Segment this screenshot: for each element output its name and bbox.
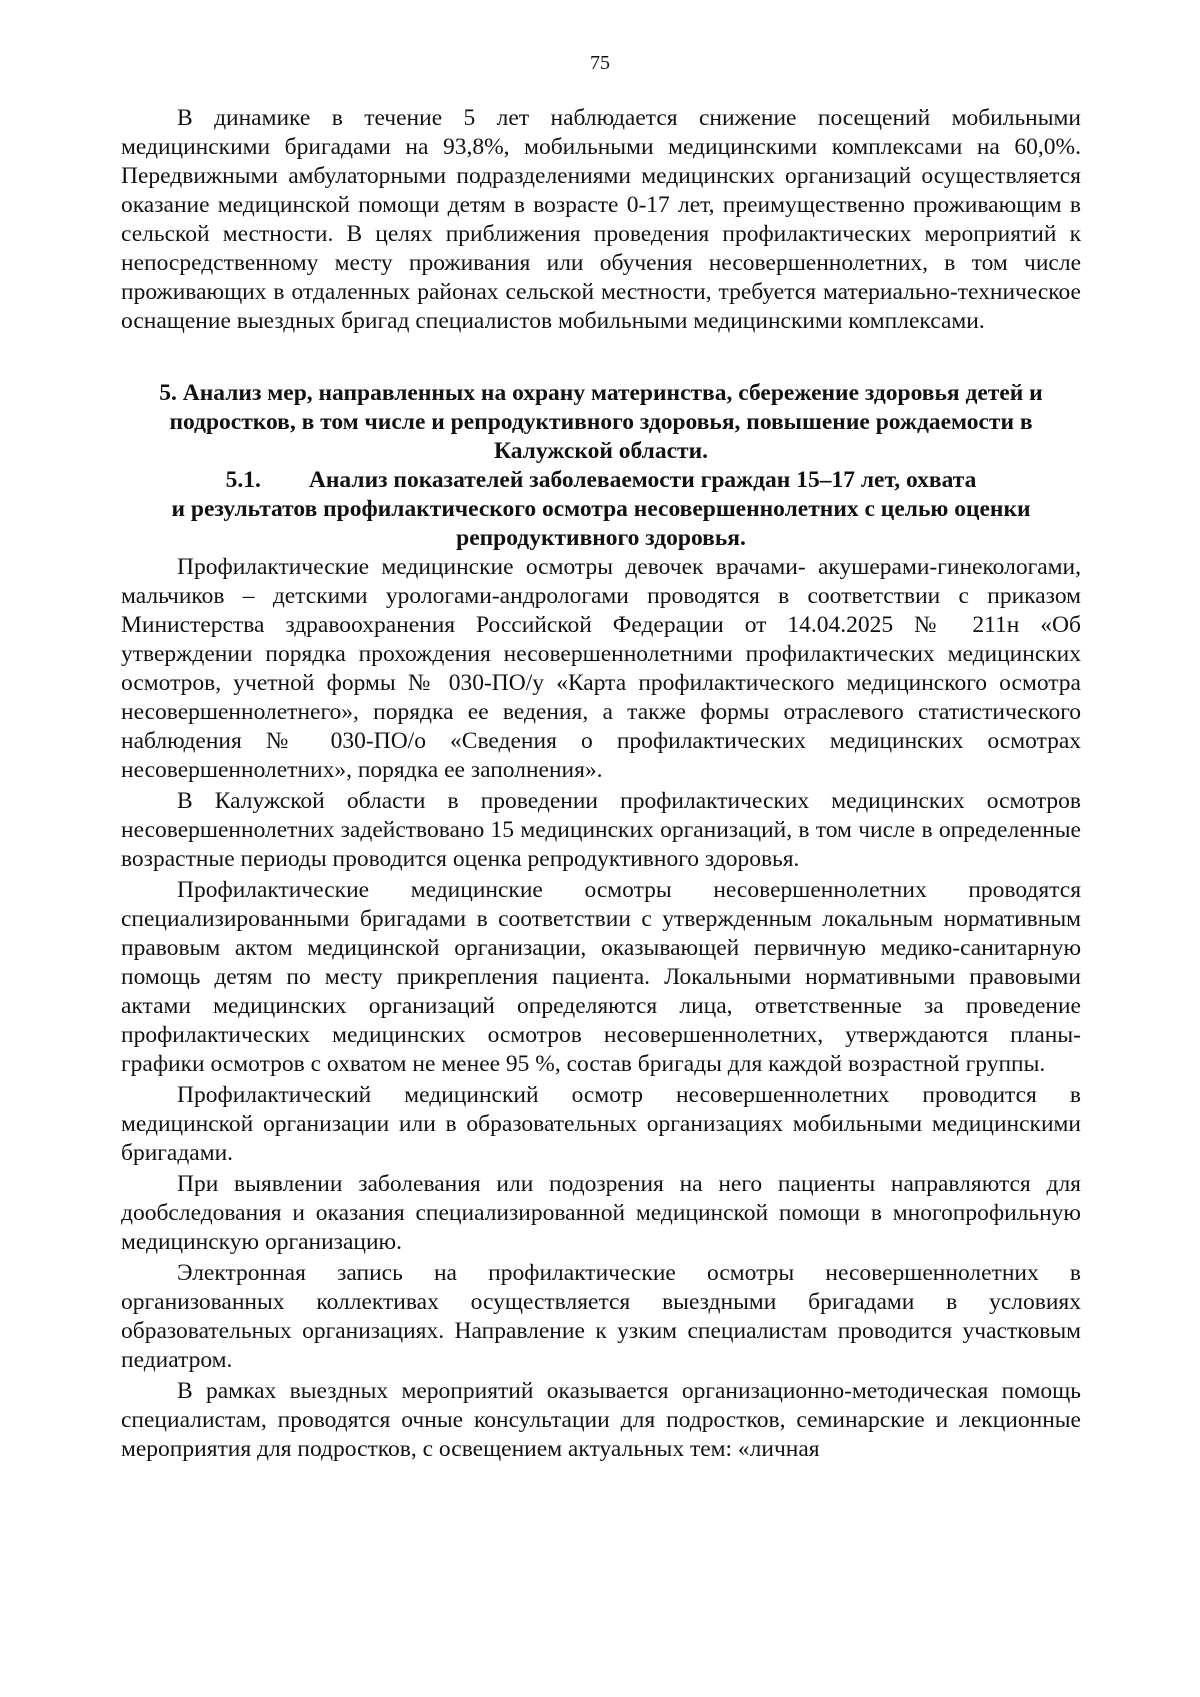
- paragraph-field-events: В рамках выездных мероприятий оказывается организационно-методическая помощь специалистам, проводятся очные консультации для подростков, семинарские и лекционные мероприятия для подростков, с освещением актуальных тем: «личная: [121, 1378, 1081, 1462]
- subsection-title-first-line: Анализ показателей заболеваемости граждан 15–17 лет, охвата: [308, 467, 977, 493]
- paragraph-mobile-teams: Профилактический медицинский осмотр несовершеннолетних проводится в медицинской организации или в образовательных организациях мобильными медицинскими бригадами.: [121, 1082, 1081, 1166]
- subsection-number: 5.1.: [225, 467, 261, 493]
- document-body: [121, 104, 1081, 1464]
- paragraph-order-reference: Профилактические медицинские осмотры девочек врачами- акушерами-гинекологами, мальчиков – детскими урологами-андрологами проводятся в соответствии с приказом Министерства здравоохранения Российской Федерации от 14.04.2025 № 211н «Об утверждении порядка прохождения несовершеннолетними профилактических медицинских осмотров, учетной формы № 030-ПО/у «Карта профилактического медицинского осмотра несовершеннолетнего», порядка ее ведения, а также формы отраслевого статистического наблюдения № 030-ПО/о «Сведения о профилактических медицинских осмотрах несовершеннолетних», порядка ее заполнения».: [121, 554, 1081, 783]
- section-heading: 5. Анализ мер, направленных на охрану материнства, сбережение здоровья детей и подростков, в том числе и репродуктивного здоровья, повышение рождаемости в Калужской области.: [159, 380, 1043, 464]
- paragraph-referral: При выявлении заболевания или подозрения на него пациенты направляются для дообследования и оказания специализированной медицинской помощи в многопрофильную медицинскую организацию.: [121, 1171, 1081, 1255]
- paragraph-specialized-teams: Профилактические медицинские осмотры несовершеннолетних проводятся специализированными бригадами в соответствии с утвержденным локальным нормативным правовым актом медицинской организации, оказывающей первичную медико-санитарную помощь детям по месту прикрепления пациента. Локальными нормативными правовыми актами медицинских организаций определяются лица, ответственные за проведение профилактических медицинских осмотров несовершеннолетних, утверждаются планы-графики осмотров с охватом не менее 95 %, состав бригады для каждой возрастной группы.: [121, 877, 1081, 1077]
- intro-paragraph: В динамике в течение 5 лет наблюдается снижение посещений мобильными медицинскими бригадами на 93,8%, мобильными медицинскими комплексами на 60,0%. Передвижными амбулаторными подразделениями медицинских организаций осуществляется оказание медицинской помощи детям в возрасте 0-17 лет, преимущественно проживающим в сельской местности. В целях приближения проведения профилактических мероприятий к непосредственному месту проживания или обучения несовершеннолетних, в том числе проживающих в отдаленных районах сельской местности, требуется материально-техническое оснащение выездных бригад специалистов мобильными медицинскими комплексами.: [121, 105, 1081, 334]
- page-number: 75: [590, 52, 610, 74]
- paragraph-organizations-count: В Калужской области в проведении профилактических медицинских осмотров несовершеннолетних задействовано 15 медицинских организаций, в том числе в определенные возрастные периоды проводится оценка репродуктивного здоровья.: [121, 788, 1081, 872]
- subsection-heading: [121, 466, 1081, 553]
- paragraph-electronic-registration: Электронная запись на профилактические осмотры несовершеннолетних в организованных коллективах осуществляется выездными бригадами в условиях образовательных организациях. Направление к узким специалистам проводится участковым педиатром.: [121, 1260, 1081, 1373]
- subsection-title-rest: и результатов профилактического осмотра несовершеннолетних с целью оценки репродуктивного здоровья.: [171, 496, 1031, 551]
